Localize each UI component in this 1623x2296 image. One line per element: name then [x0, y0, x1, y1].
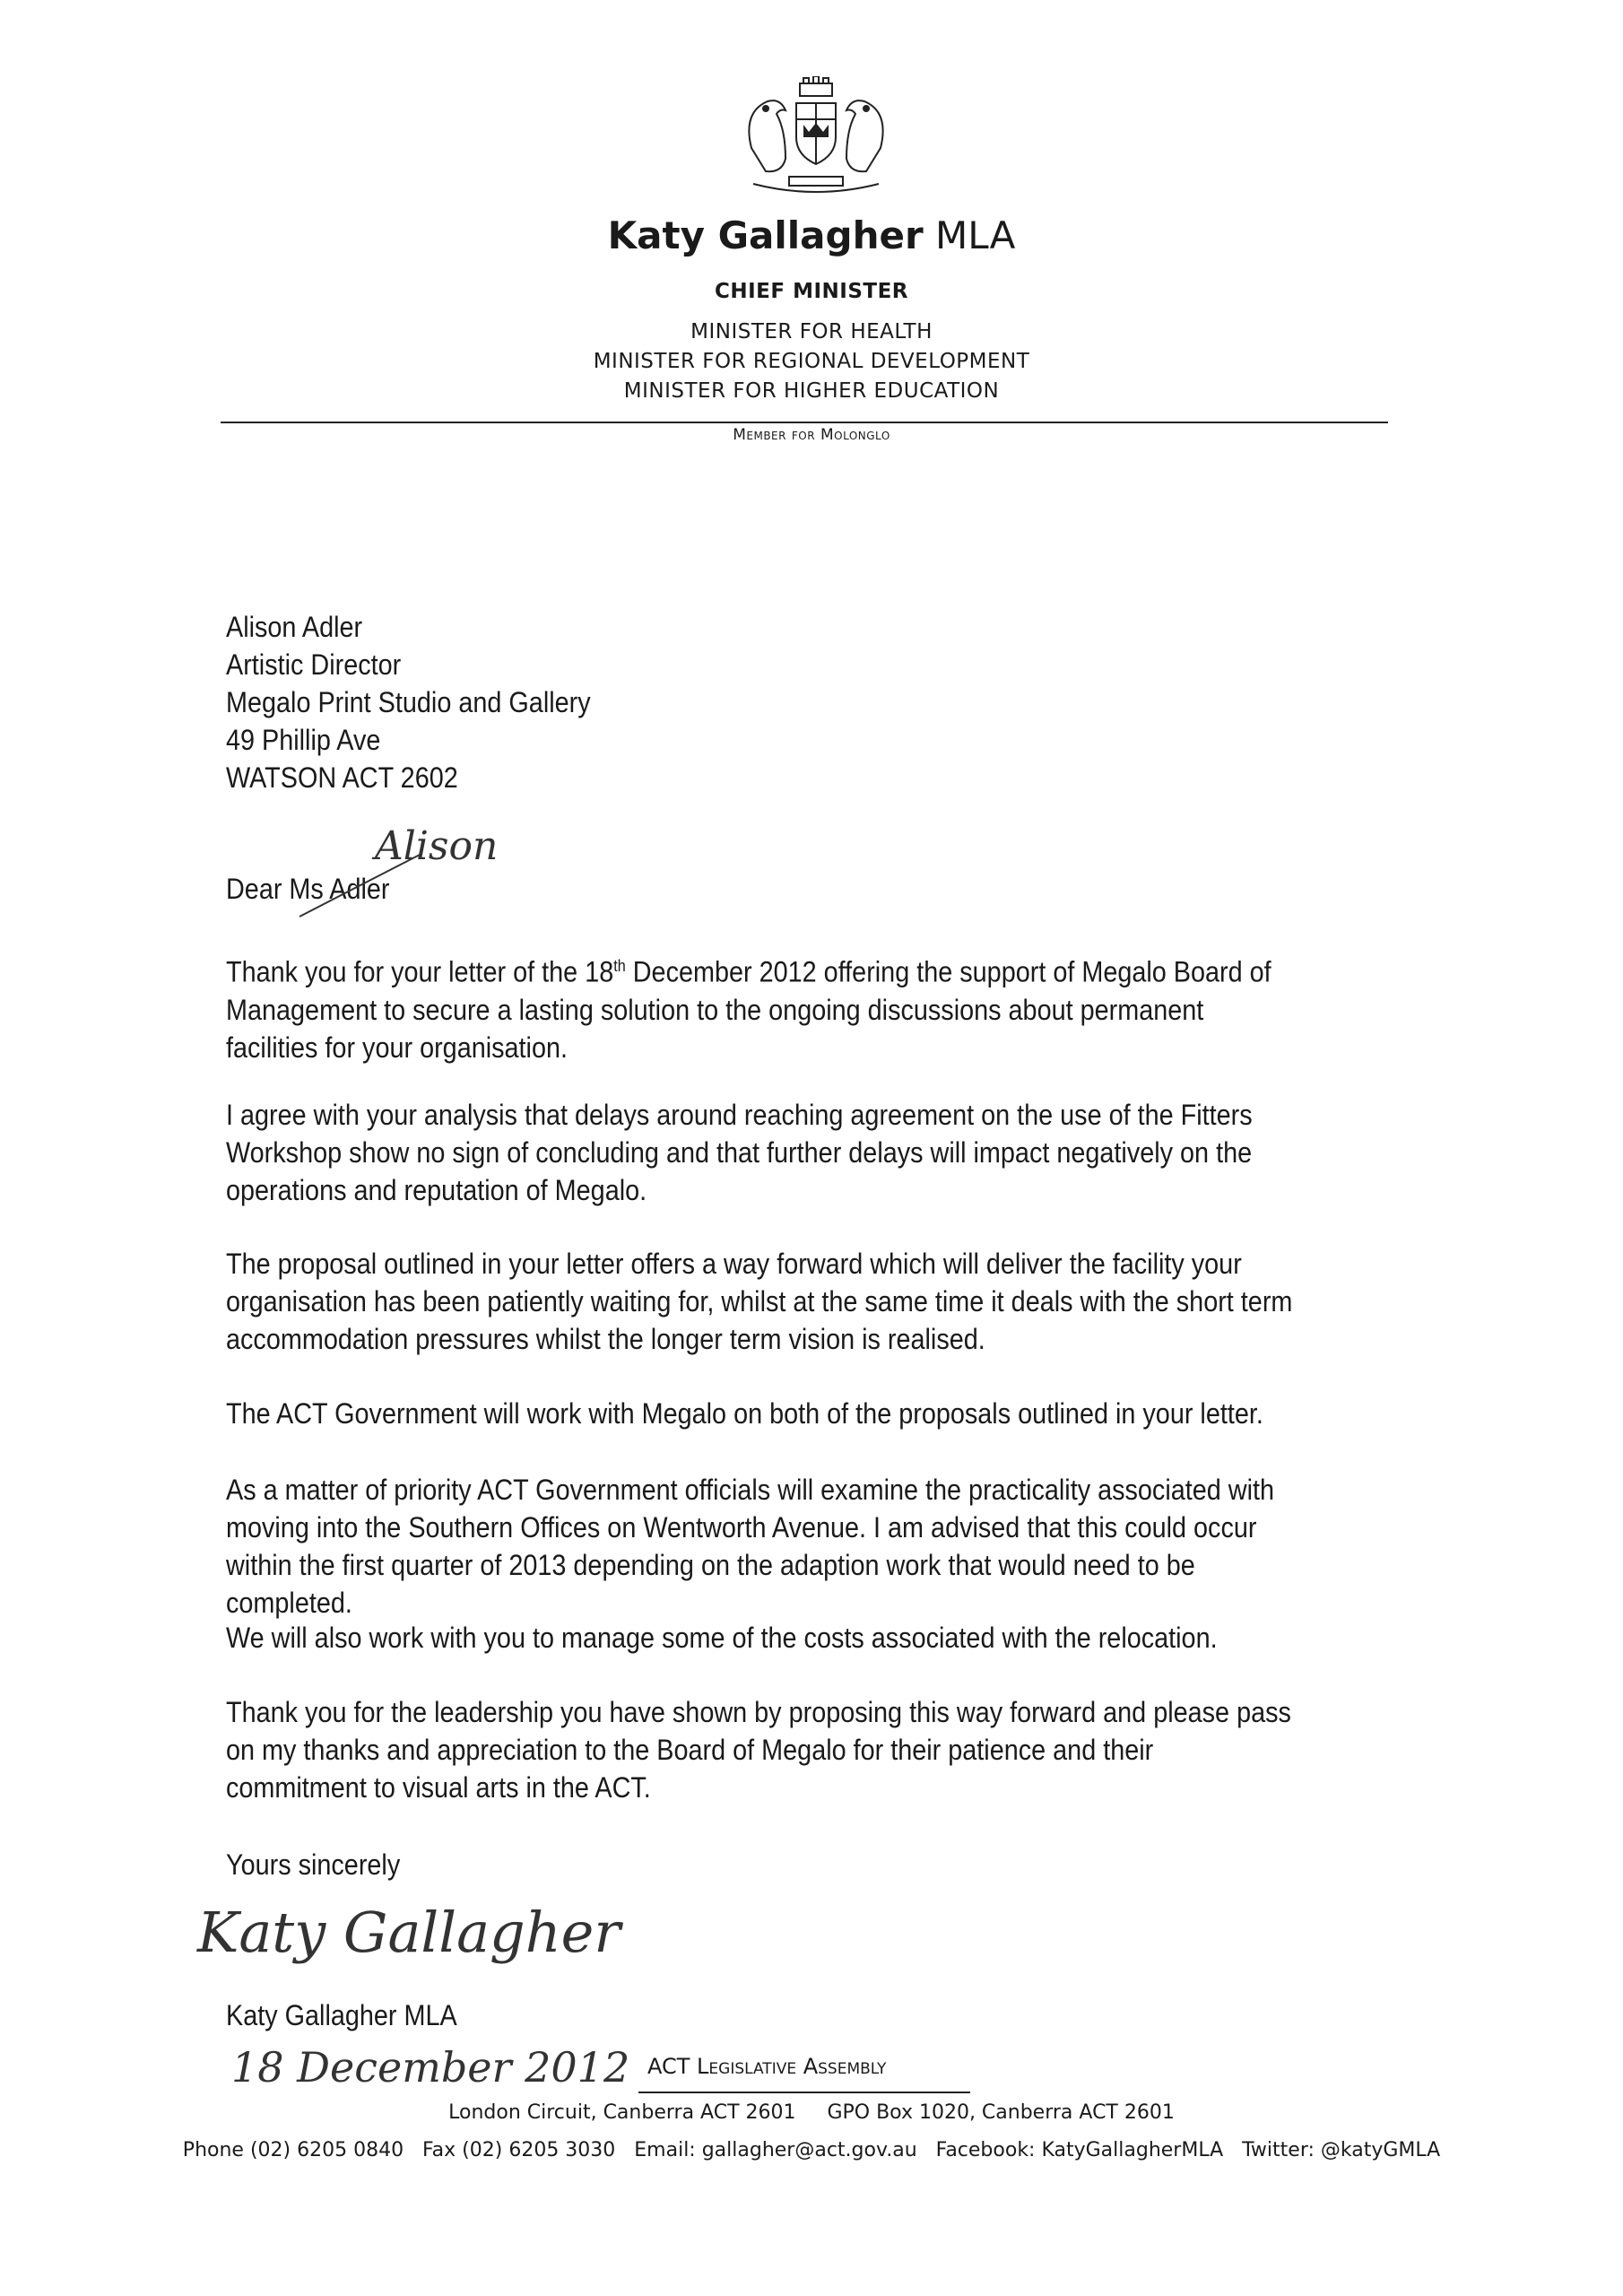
- address-line: Artistic Director: [226, 648, 402, 681]
- electorate-label: Member for Molonglo: [733, 426, 890, 444]
- portfolio-line: MINISTER FOR REGIONAL DEVELOPMENT: [593, 350, 1030, 373]
- salutation: Dear Ms Adler: [226, 873, 390, 905]
- minister-name: Katy Gallagher: [607, 213, 924, 257]
- portfolio-line: MINISTER FOR HEALTH: [690, 320, 933, 344]
- footer-contacts: Phone (02) 6205 0840 Fax (02) 6205 3030 Email: gallagher@act.gov.au Facebook: KatyGallagherMLA Twitter: @katyGMLA: [182, 2139, 1441, 2161]
- address-line: Megalo Print Studio and Gallery: [226, 686, 591, 718]
- coat-of-arms-crest: [735, 76, 897, 202]
- address-line: WATSON ACT 2602: [226, 761, 458, 794]
- handwritten-signature: Katy Gallagher: [197, 1900, 621, 1965]
- letterhead-name: [0, 213, 1623, 257]
- body-paragraph: As a matter of priority ACT Government officials will examine the practicality associated with moving into the Southern Offices on Wentworth Avenue. I am advised that this could occur within the first quarter of 2013 depending on the adaption work that would need to be completed.: [226, 1474, 1275, 1619]
- footer-address: London Circuit, Canberra ACT 2601 GPO Box 1020, Canberra ACT 2601: [448, 2101, 1175, 2124]
- strikethrough-mark: [296, 850, 430, 922]
- body-paragraph: The ACT Government will work with Megalo on both of the proposals outlined in your letter.: [226, 1397, 1263, 1430]
- address-line: Alison Adler: [226, 611, 363, 643]
- body-paragraph: The proposal outlined in your letter offers a way forward which will deliver the facility your organisation has been patiently waiting for, whilst at the same time it deals with the short term accommodation pressures whilst the longer term vision is realised.: [226, 1248, 1293, 1355]
- letterhead-divider: [221, 422, 1388, 423]
- footer-divider: [638, 2092, 970, 2093]
- assembly-label: ACT Legislative Assembly: [647, 2054, 887, 2079]
- chief-minister-title: CHIEF MINISTER: [714, 280, 909, 303]
- body-paragraph: Thank you for your letter of the 18th December 2012 offering the support of Megalo Board of Management to secure a lasting solution to the ongoing discussions about permanent facilities for your organisation.: [226, 955, 1271, 1064]
- body-paragraph: Thank you for the leadership you have shown by proposing this way forward and please pass on my thanks and appreciation to the Board of Megalo for their patience and their commitment to visual arts in the ACT.: [226, 1696, 1291, 1804]
- portfolio-line: MINISTER FOR HIGHER EDUCATION: [623, 379, 1000, 403]
- body-paragraph: We will also work with you to manage some of the costs associated with the relocation.: [226, 1622, 1218, 1654]
- address-line: 49 Phillip Ave: [226, 724, 381, 756]
- name-suffix: MLA: [935, 213, 1016, 257]
- handwritten-date: 18 December 2012: [231, 2043, 630, 2092]
- handwritten-salutation-correction: Alison: [375, 823, 499, 869]
- recipient-address: [226, 608, 1299, 796]
- signatory-name: Katy Gallagher MLA: [226, 1999, 457, 2031]
- sign-off: Yours sincerely: [226, 1848, 401, 1881]
- body-paragraph: I agree with your analysis that delays around reaching agreement on the use of the Fitters Workshop show no sign of concluding and that further delays will impact negatively on the operations and reputation of Megalo.: [226, 1099, 1253, 1206]
